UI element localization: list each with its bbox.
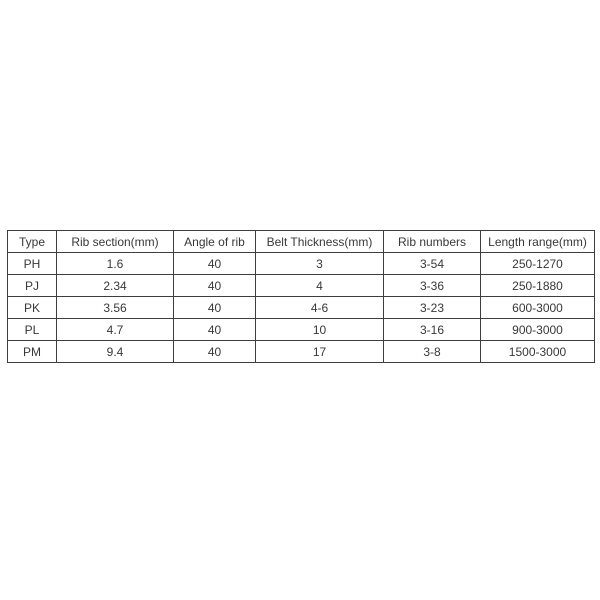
table-row xyxy=(8,319,595,341)
table-row xyxy=(8,275,595,297)
header-cell-length-range: Length range(mm) xyxy=(481,231,595,253)
table-cell: 900-3000 xyxy=(481,319,595,341)
table-cell: 3-23 xyxy=(384,297,481,319)
table-cell: 3-54 xyxy=(384,253,481,275)
belt-spec-table xyxy=(7,230,595,363)
header-cell-rib-section: Rib section(mm) xyxy=(57,231,174,253)
table-cell: 4.7 xyxy=(57,319,174,341)
table-header-row xyxy=(8,231,595,253)
table-cell: 1.6 xyxy=(57,253,174,275)
table-cell: 250-1880 xyxy=(481,275,595,297)
table-cell: 40 xyxy=(174,341,256,363)
table-cell: 17 xyxy=(256,341,384,363)
table-cell: 250-1270 xyxy=(481,253,595,275)
table-cell: 40 xyxy=(174,253,256,275)
table-cell: 3 xyxy=(256,253,384,275)
table-cell: 40 xyxy=(174,275,256,297)
table-cell: 10 xyxy=(256,319,384,341)
table-cell: 40 xyxy=(174,319,256,341)
table-cell: 3.56 xyxy=(57,297,174,319)
header-cell-belt-thickness: Belt Thickness(mm) xyxy=(256,231,384,253)
table-cell: PJ xyxy=(8,275,57,297)
table-cell: 1500-3000 xyxy=(481,341,595,363)
table-row xyxy=(8,297,595,319)
table-cell: PH xyxy=(8,253,57,275)
header-cell-type: Type xyxy=(8,231,57,253)
table-cell: PM xyxy=(8,341,57,363)
table-cell: 3-8 xyxy=(384,341,481,363)
table-cell: PK xyxy=(8,297,57,319)
table-row xyxy=(8,341,595,363)
table-cell: 4 xyxy=(256,275,384,297)
table-cell: 3-36 xyxy=(384,275,481,297)
table-cell: 40 xyxy=(174,297,256,319)
table-cell: 600-3000 xyxy=(481,297,595,319)
header-cell-rib-numbers: Rib numbers xyxy=(384,231,481,253)
table-cell: PL xyxy=(8,319,57,341)
table-cell: 4-6 xyxy=(256,297,384,319)
table-row xyxy=(8,253,595,275)
table-cell: 3-16 xyxy=(384,319,481,341)
table-cell: 9.4 xyxy=(57,341,174,363)
header-cell-angle-of-rib: Angle of rib xyxy=(174,231,256,253)
table-cell: 2.34 xyxy=(57,275,174,297)
